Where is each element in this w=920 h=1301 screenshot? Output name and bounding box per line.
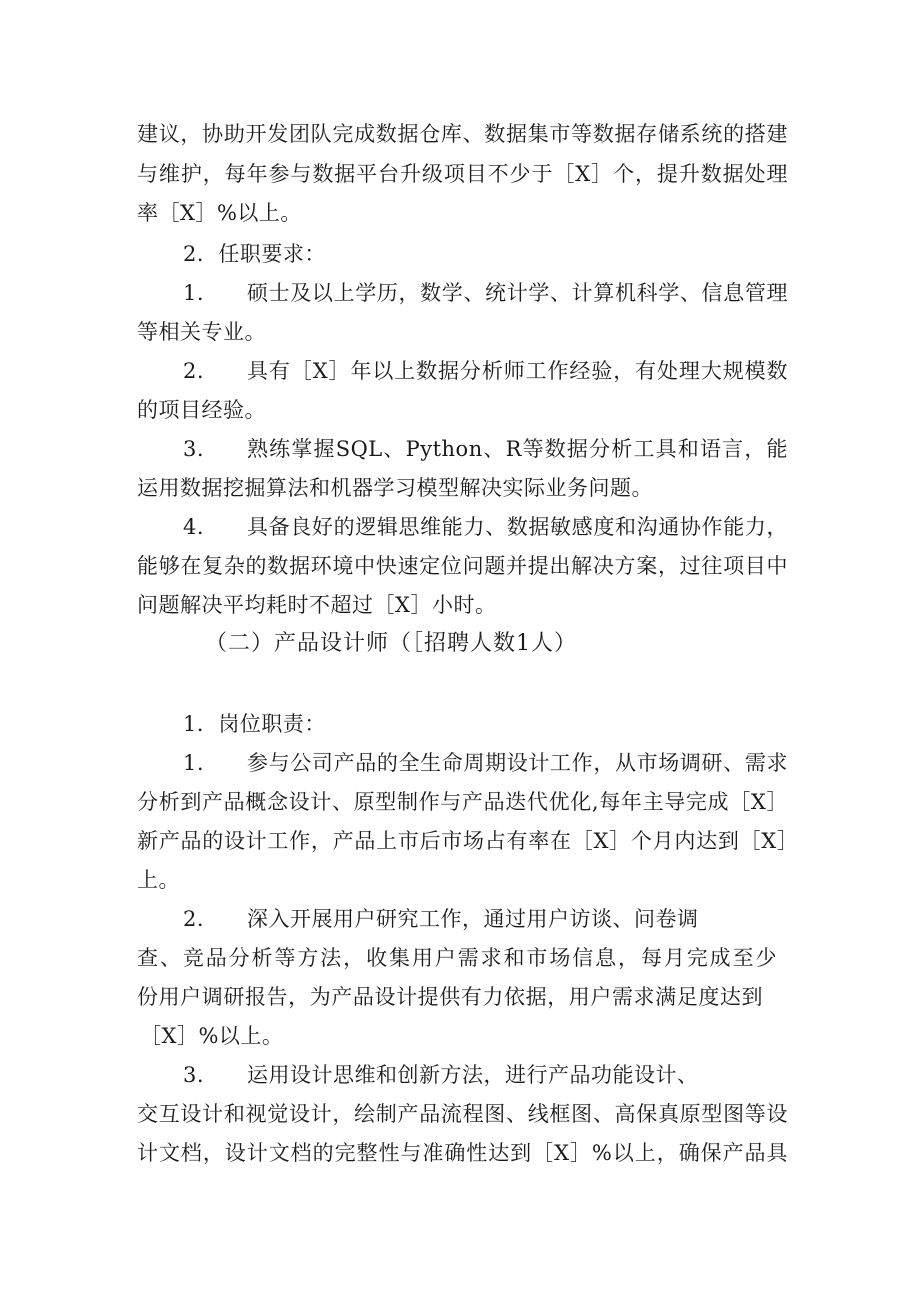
paragraph-line (137, 396, 266, 424)
paragraph-line (137, 944, 777, 972)
paragraph-line (140, 1022, 283, 1050)
text: 建议，协助开发团队完成数据仓库、数据集市等数据存储系统的搭建 (137, 122, 788, 146)
text: 上。 (137, 868, 180, 892)
text: 率［X］%以上。 (137, 201, 302, 225)
text: 参与公司产品的全生命周期设计工作，从市场调研、需求 (247, 751, 788, 775)
text: 等相关专业。 (137, 320, 266, 344)
text: 与维护，每年参与数据平台升级项目不少于［X］个，提升数据处理 (137, 162, 788, 186)
text: 具备良好的逻辑思维能力、数据敏感度和沟通协作能力， (247, 515, 788, 539)
paragraph-line (137, 866, 180, 894)
text: ［X］%以上。 (140, 1024, 284, 1048)
text: 熟练掌握SQL、Python、R等数据分析工具和语言，能 (247, 437, 788, 461)
list-number: 2. (183, 359, 205, 383)
paragraph-line (137, 318, 266, 346)
paragraph-line (137, 160, 788, 188)
list-number: 2. (183, 907, 205, 931)
text: 交互设计和视觉设计，绘制产品流程图、线框图、高保真原型图等设 (137, 1102, 788, 1126)
text: 运用数据挖掘算法和机器学习模型解决实际业务问题。 (137, 476, 653, 500)
text: 查、竞品分析等方法，收集用户需求和市场信息，每月完成至少 (137, 946, 777, 970)
text: 份用户调研报告，为产品设计提供有力依据，用户需求满足度达到 (137, 985, 763, 1009)
section-heading (183, 710, 326, 738)
paragraph-line (137, 120, 788, 148)
section-heading (183, 240, 326, 268)
text: 深入开展用户研究工作，通过用户访谈、问卷调 (247, 907, 699, 931)
paragraph-line (137, 552, 788, 580)
text: （二）产品设计师（［招聘人数1人） (205, 631, 577, 656)
list-number: 3. (183, 1063, 205, 1087)
text: 分析到产品概念设计、原型制作与产品迭代优化,每年主导完成［X］ (137, 790, 788, 814)
paragraph-line (137, 591, 496, 619)
text: 的项目经验。 (137, 398, 266, 422)
text: 1．岗位职责： (183, 712, 326, 736)
list-number: 4. (183, 515, 205, 539)
paragraph-line (137, 199, 302, 227)
text: 运用设计思维和创新方法，进行产品功能设计、 (247, 1063, 699, 1087)
paragraph-line (137, 827, 788, 855)
paragraph-line (137, 788, 788, 816)
text: 具有［X］年以上数据分析师工作经验，有处理大规模数 (247, 359, 788, 383)
text: 新产品的设计工作，产品上市后市场占有率在［X］个月内达到［X］ (137, 829, 788, 853)
text: 硕士及以上学历，数学、统计学、计算机科学、信息管理 (247, 281, 788, 305)
paragraph-line (137, 1139, 788, 1167)
list-number: 1. (183, 751, 205, 775)
paragraph-line (137, 1100, 788, 1128)
text: 计文档，设计文档的完整性与准确性达到［X］%以上，确保产品具 (137, 1141, 788, 1165)
section-title (205, 630, 577, 658)
text: 2．任职要求： (183, 242, 326, 266)
text: 问题解决平均耗时不超过［X］小时。 (137, 593, 497, 617)
list-number: 3. (183, 437, 205, 461)
paragraph-line (137, 474, 653, 502)
list-number: 1. (183, 281, 205, 305)
text: 能够在复杂的数据环境中快速定位问题并提出解决方案，过往项目中 (137, 554, 788, 578)
paragraph-line (137, 983, 763, 1011)
